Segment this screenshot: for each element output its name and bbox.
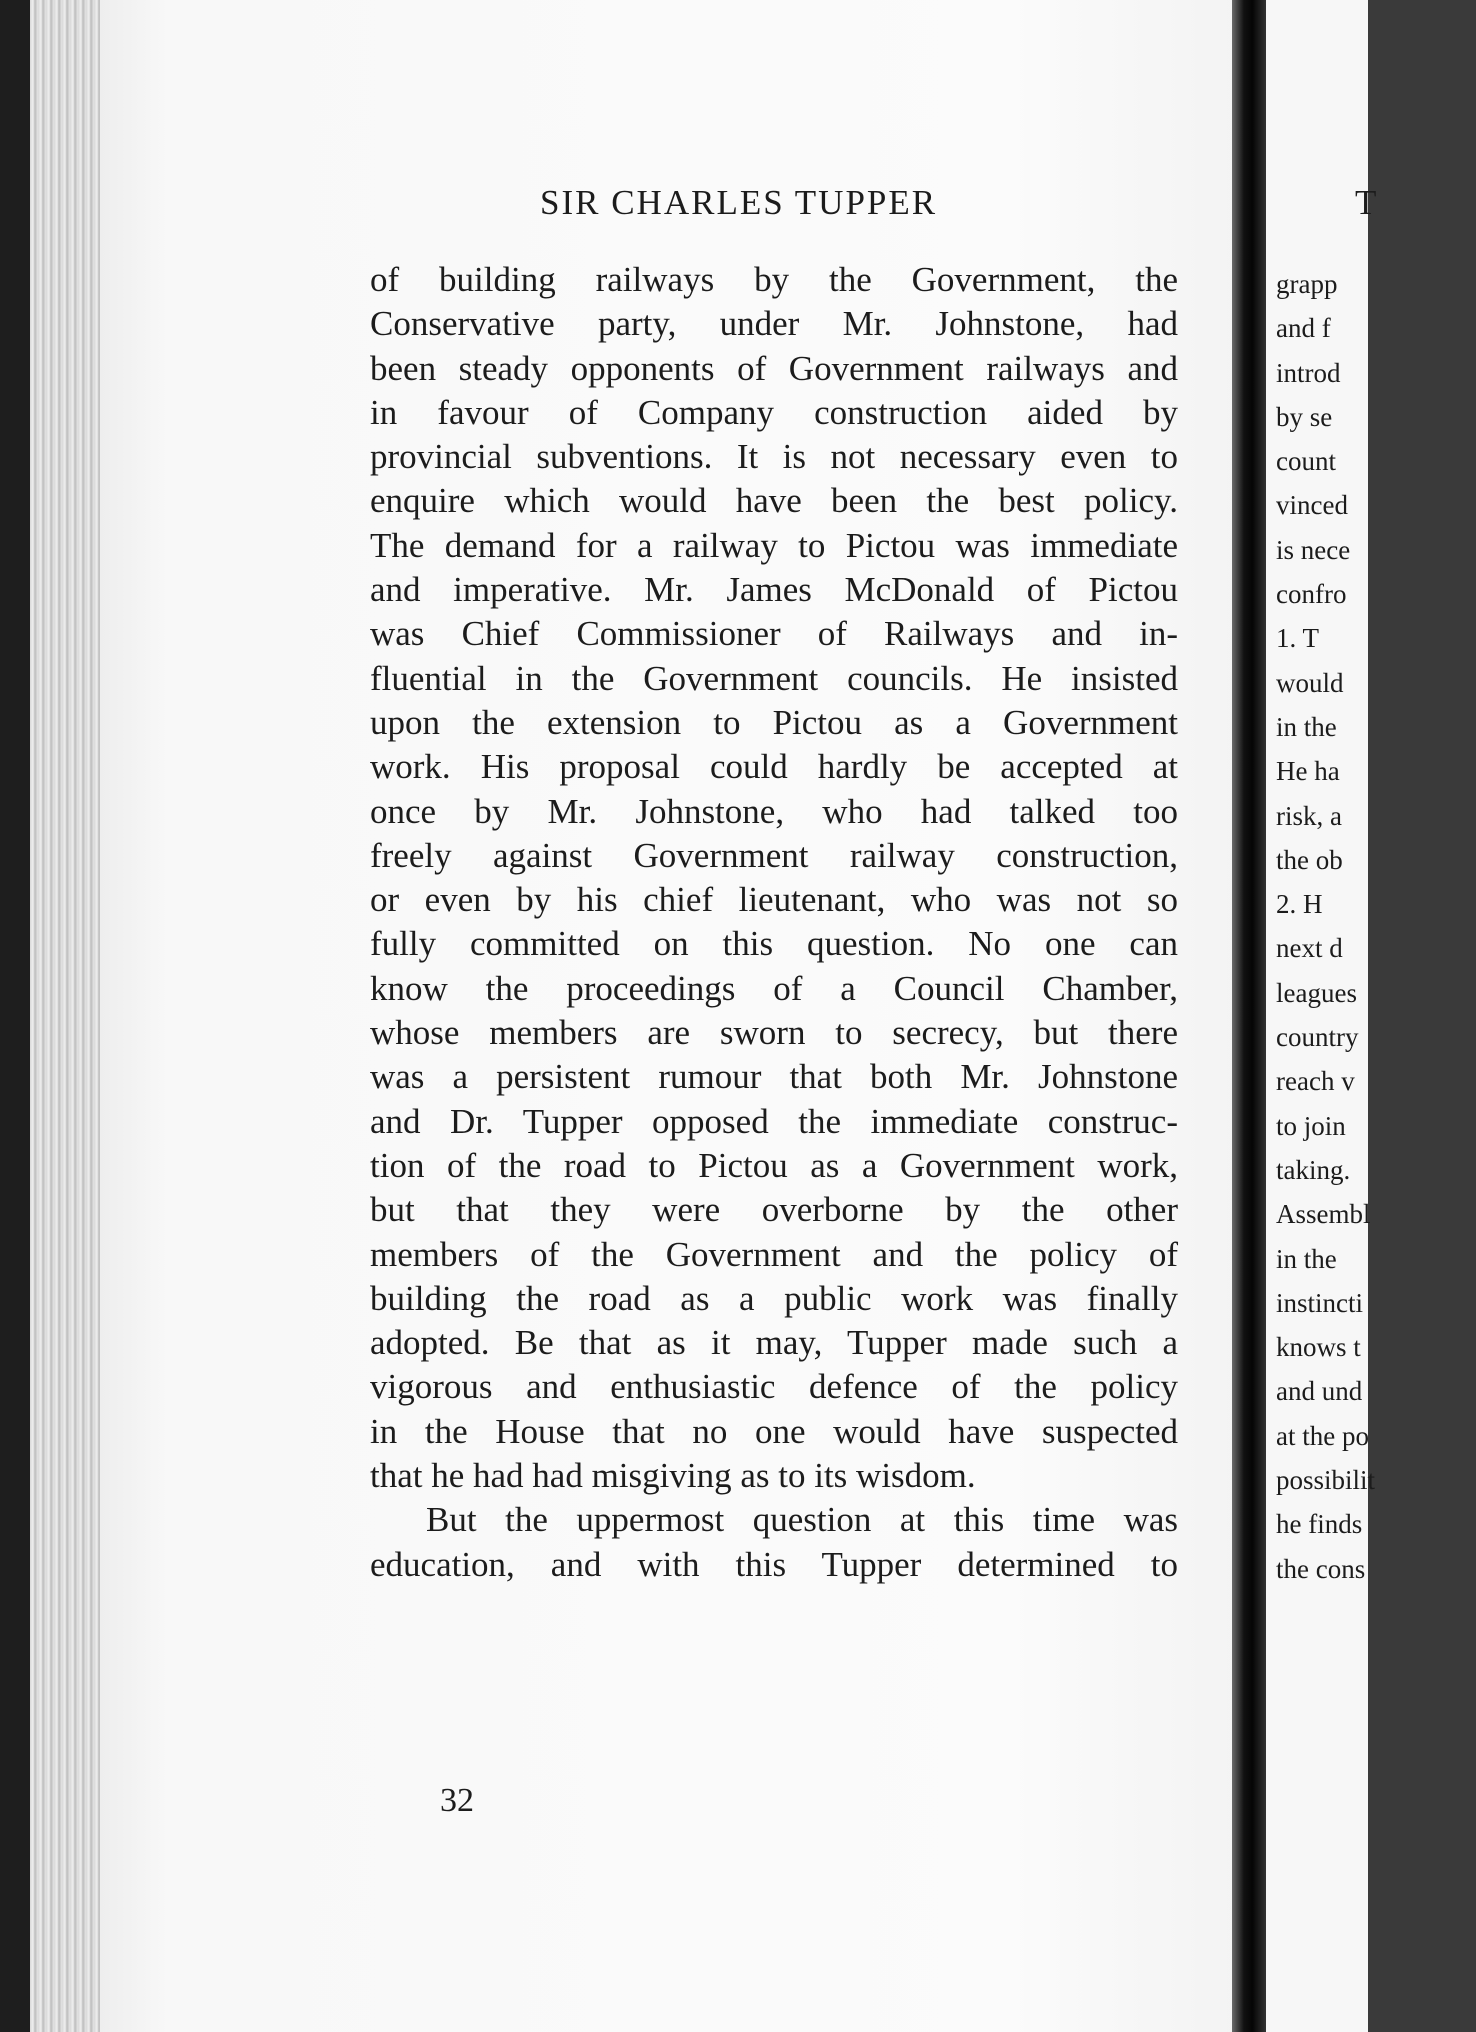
text-line: and imperative. Mr. James McDonald of Pictou [370, 570, 1178, 610]
text-line: vigorous and enthusiastic defence of the policy [370, 1367, 1178, 1407]
right-page-text [1276, 262, 1476, 1591]
running-head: SIR CHARLES TUPPER [540, 183, 938, 222]
right-text-line: to join [1276, 1110, 1346, 1141]
text-line: freely against Government railway construction, [370, 835, 1178, 875]
text-line: adopted. Be that as it may, Tupper made such a [370, 1323, 1178, 1363]
right-text-line: and und [1276, 1376, 1363, 1407]
text-line: once by Mr. Johnstone, who had talked too [370, 791, 1178, 831]
text-line: fully committed on this question. No one can [370, 924, 1178, 964]
text-line: or even by his chief lieutenant, who was not so [370, 880, 1178, 920]
right-text-line: country [1276, 1022, 1359, 1053]
right-text-line: is nece [1276, 534, 1351, 565]
right-text-line: instincti [1276, 1287, 1363, 1318]
text-line: of building railways by the Government, the [370, 260, 1178, 299]
text-line: enquire which would have been the best policy. [370, 481, 1178, 521]
text-line: members of the Government and the policy of [370, 1234, 1178, 1274]
right-text-line: and f [1276, 313, 1331, 344]
text-line: whose members are sworn to secrecy, but there [370, 1013, 1178, 1053]
text-line: But the uppermost question at this time was [426, 1500, 1178, 1540]
page-edges [30, 0, 100, 2032]
right-text-line: next d [1276, 933, 1343, 964]
right-page [1266, 0, 1377, 2032]
text-line: education, and with this Tupper determined to [370, 1544, 1178, 1584]
text-line: building the road as a public work was finally [370, 1278, 1178, 1318]
right-text-line: he finds [1276, 1509, 1363, 1540]
text-line: tion of the road to Pictou as a Government work, [370, 1145, 1178, 1185]
page-number: 32 [440, 1782, 474, 1819]
text-line: and Dr. Tupper opposed the immediate construc- [370, 1101, 1178, 1141]
right-text-line: the ob [1276, 844, 1343, 875]
paragraph-2 [370, 1498, 1178, 1587]
right-text-line: vinced [1276, 490, 1348, 521]
text-line: that he had had misgiving as to its wisdom. [370, 1456, 976, 1496]
right-text-line: knows t [1276, 1332, 1361, 1363]
right-text-line: would [1276, 667, 1344, 698]
paragraph-1 [370, 258, 1178, 1498]
text-line: The demand for a railway to Pictou was immediate [370, 525, 1178, 565]
right-text-line: Assembl [1276, 1199, 1371, 1230]
right-text-line: the cons [1276, 1553, 1366, 1584]
right-text-line: confro [1276, 579, 1347, 610]
text-line: provincial subventions. It is not necessary even to [370, 437, 1178, 477]
right-text-line: in the [1276, 1243, 1337, 1274]
right-text-line: leagues [1276, 977, 1357, 1008]
right-text-line: 2. H [1276, 889, 1323, 920]
right-text-line: risk, a [1276, 800, 1342, 831]
right-text-line: grapp [1276, 269, 1338, 299]
right-text-line: taking. [1276, 1154, 1351, 1185]
text-line: in the House that no one would have suspected [370, 1411, 1178, 1451]
text-line: fluential in the Government councils. He insisted [370, 658, 1178, 698]
right-text-line: He ha [1276, 756, 1340, 787]
text-line: in favour of Company construction aided by [370, 392, 1178, 432]
right-text-line: 1. T [1276, 623, 1320, 654]
right-text-line: count [1276, 446, 1336, 477]
right-text-line: possibilit [1276, 1465, 1376, 1496]
text-line: work. His proposal could hardly be accepted at [370, 747, 1178, 787]
right-text-line: at the po [1276, 1420, 1369, 1451]
text-line: upon the extension to Pictou as a Government [370, 702, 1178, 742]
text-line: was Chief Commissioner of Railways and in- [370, 614, 1178, 654]
book-gutter [1232, 0, 1266, 2032]
right-text-line: in the [1276, 711, 1337, 742]
text-line: Conservative party, under Mr. Johnstone, had [370, 304, 1178, 344]
right-text-line: by se [1276, 401, 1333, 432]
text-line: but that they were overborne by the other [370, 1190, 1178, 1230]
right-running-head: T [1355, 183, 1377, 222]
body-text [370, 258, 1178, 1587]
right-text-line: introd [1276, 357, 1341, 388]
text-line: been steady opponents of Government railways and [370, 348, 1178, 388]
text-line: was a persistent rumour that both Mr. Johnstone [370, 1057, 1178, 1097]
text-line: know the proceedings of a Council Chamber, [370, 968, 1178, 1008]
right-text-line: reach v [1276, 1066, 1355, 1097]
